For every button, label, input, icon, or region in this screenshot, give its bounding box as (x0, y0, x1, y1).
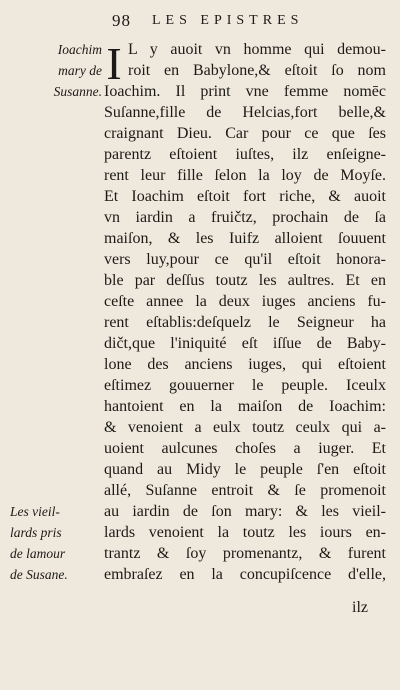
margin-note-elders (10, 501, 102, 585)
text-line: Suſanne,fille de Helcias,fort belle,& (104, 104, 386, 121)
text-line: parentz eſtoient iuſtes, ilz enſeigne- (104, 146, 386, 163)
margin-note-line: Susanne. (53, 84, 102, 99)
text-line: lone des anciens iuges, qui eſtoient (104, 356, 386, 373)
catchword: ilz (352, 599, 368, 616)
margin-note-line: mary de (58, 63, 102, 78)
text-line: trantz & ſoy promenantz, & furent (104, 545, 386, 562)
text-line: ceſte annee la deux iuges anciens fu- (104, 293, 386, 310)
text-line: & venoient a eulx toutz ceulx qui a- (104, 419, 386, 436)
text-line: rent eſtablis:deſquelz le Seigneur ha (104, 314, 386, 331)
text-line: vers luy,pour ce qu'il eſtoit honora- (104, 251, 386, 268)
margin-note-line: de Susane. (10, 567, 68, 582)
text-line: roit en Babylone,& eſtoit ſo nom (128, 62, 386, 79)
text-line: eſtimez gouuerner le peuple. Iceulx (104, 377, 386, 394)
page-header (112, 11, 372, 35)
running-title: LES EPISTRES (152, 13, 304, 28)
text-line: Ioachim. Il print vne femme nomēc (104, 83, 386, 100)
text-line: embraſez en la concupiſcence d'elle, (104, 566, 386, 583)
text-line: quand au Midy le peuple ſ'en eſtoit (104, 461, 386, 478)
text-line: Et Ioachim eſtoit fort riche, & auoit (104, 188, 386, 205)
page-number: 98 (112, 11, 131, 30)
text-line: uoient aulcunes choſes a iuger. Et (104, 440, 386, 457)
text-line: craignant Dieu. Car pour ce que ſes (104, 125, 386, 142)
text-line: dičt,que l'iniquité eſt iſſue de Baby- (104, 335, 386, 352)
text-line: vn iardin a fruičtz, prochain de ſa (104, 209, 386, 226)
text-line: au iardin de ſon mary: & les vieil- (104, 503, 386, 520)
text-line: ble par deſſus toutz les aultres. Et en (104, 272, 386, 289)
body-text (104, 39, 386, 585)
text-line: L y auoit vn homme qui demou- (128, 41, 386, 58)
margin-note-line: Les vieil- (10, 504, 60, 519)
margin-note-joachim (10, 39, 102, 102)
text-line: allé, Suſanne entroit & ſe promenoit (104, 482, 386, 499)
margin-note-line: lards pris (10, 525, 62, 540)
drop-cap: I (106, 38, 122, 89)
text-line: hantoient en la maiſon de Ioachim: (104, 398, 386, 415)
text-line: maiſon, & les Iuifz alloient ſouuent (104, 230, 386, 247)
margin-note-line: Ioachim (57, 42, 102, 57)
text-line: rent leur fille ſelon la loy de Moyſe. (104, 167, 386, 184)
text-line: lards venoient la toutz les iours en- (104, 524, 386, 541)
margin-note-line: de lamour (10, 546, 66, 561)
